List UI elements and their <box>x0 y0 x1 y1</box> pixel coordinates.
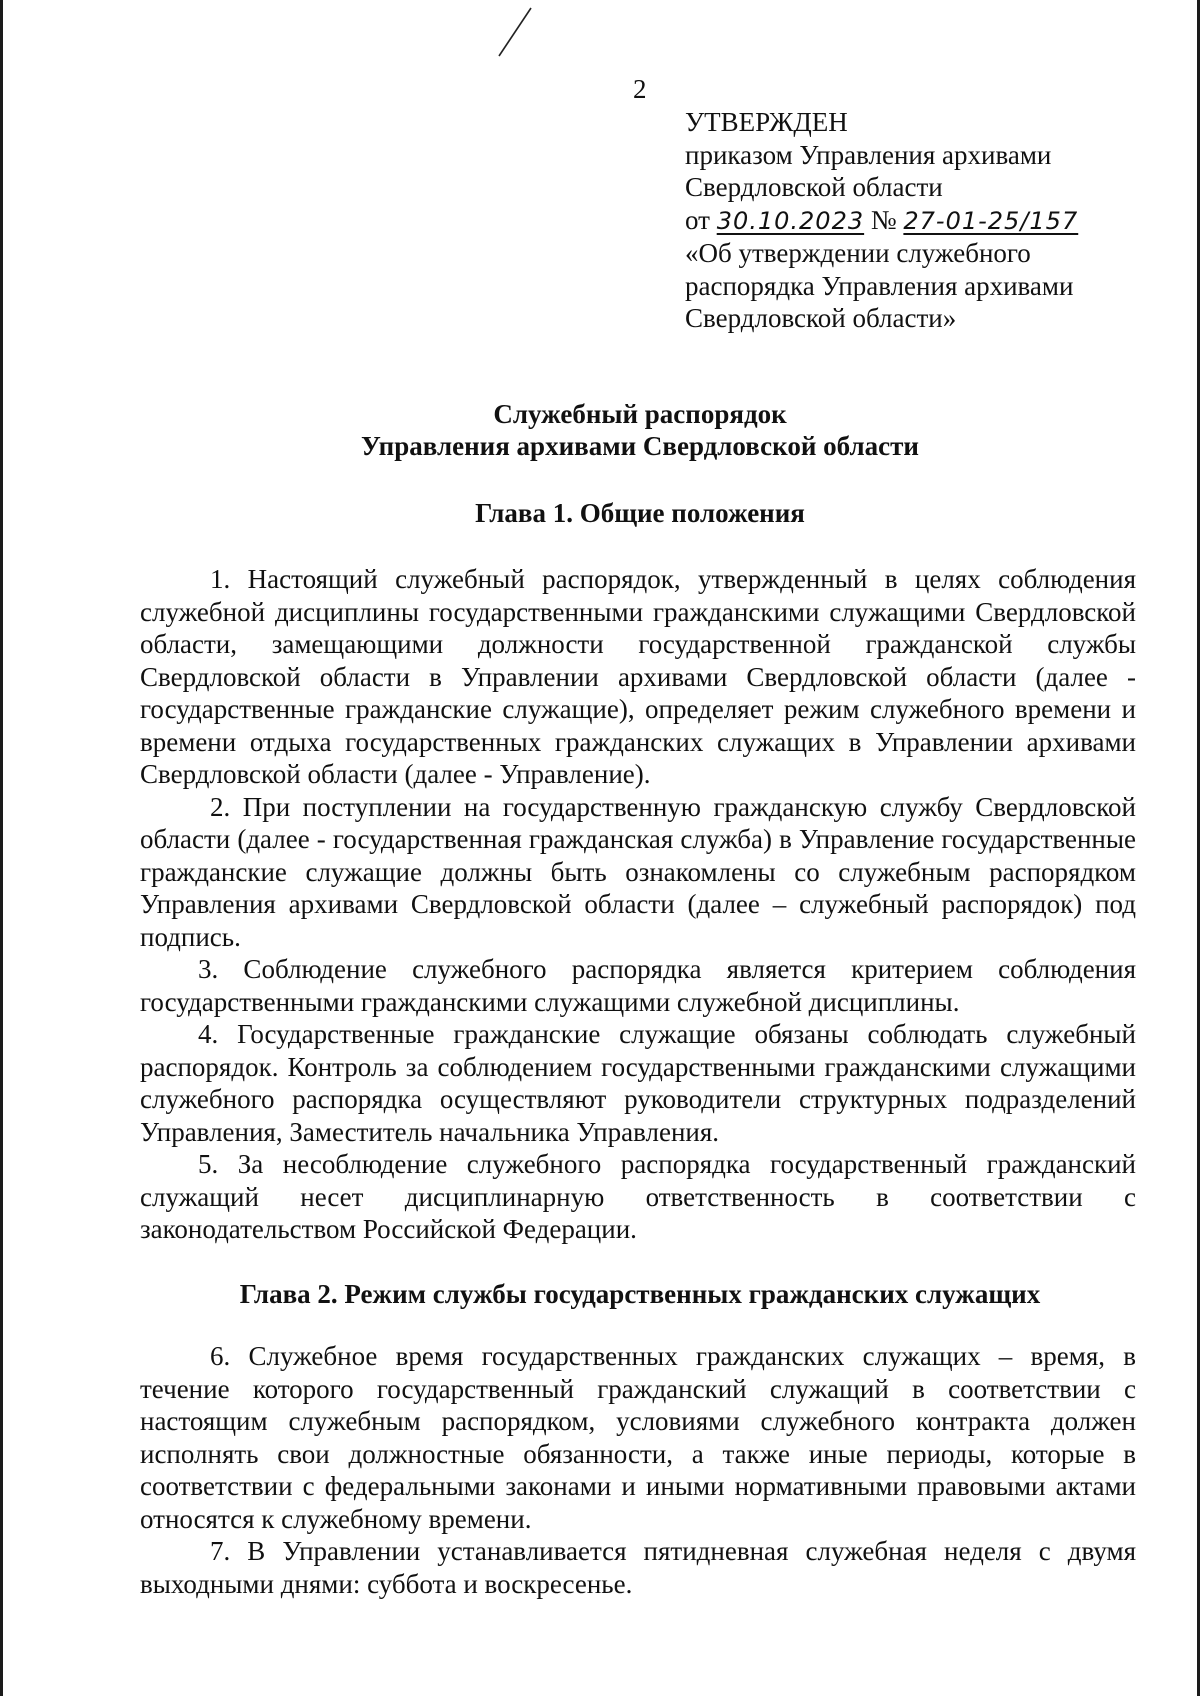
approval-stamp-block <box>685 106 1185 335</box>
handwritten-date: 30.10.2023 <box>716 206 865 235</box>
paragraph-7: 7. В Управлении устанавливается пятидневная служебная неделя с двумя выходными днями: суббота и воскресенье. <box>140 1536 1136 1599</box>
chapter-2-heading: Глава 2. Режим службы государственных гражданских служащих <box>239 1279 1041 1309</box>
page-number: 2 <box>633 74 647 104</box>
approval-date-line <box>685 204 1185 238</box>
paragraph-4: 4. Государственные гражданские служащие обязаны соблюдать служебный распорядок. Контроль за соблюдением государственными гражданскими служащими служебного распорядка осуществляют руководители структурных подразделений Управления, Заместитель начальника Управления. <box>140 1019 1136 1147</box>
document-title-line-2: Управления архивами Свердловской области <box>361 431 919 461</box>
paragraph-5: 5. За несоблюдение служебного распорядка государственный гражданский служащий несет дисциплинарную ответственность в соответствии с законодательством Российской Федерации. <box>140 1149 1136 1244</box>
document-title <box>120 398 1160 462</box>
paragraph-6: 6. Служебное время государственных гражданских служащих – время, в течение которого государственный гражданский служащий в соответствии с настоящим служебным распорядком, условиями служебного контракта должен исполнять свои должностные обязанности, а также иные периоды, которые в соответствии с федеральными законами и иными нормативными правовыми актами относятся к служебному времени. <box>140 1341 1136 1534</box>
approval-line-subject-3: Свердловской области» <box>685 303 957 333</box>
document-title-line-1: Служебный распорядок <box>493 399 787 429</box>
handwritten-order-number: 27-01-25/157 <box>903 206 1079 235</box>
approval-line-subject-1: «Об утверждении служебного <box>685 238 1031 268</box>
paragraph-2: 2. При поступлении на государственную гражданскую службу Свердловской области (далее - государственная гражданская служба) в Управление государственные гражданские служащие должны быть ознакомлены со служебным распорядком Управления архивами Свердловской области (далее – служебный распорядок) под подпись. <box>140 791 1136 952</box>
scan-border-left <box>0 0 3 1696</box>
date-prefix: от <box>685 204 710 235</box>
chapter-1-heading: Глава 1. Общие положения <box>475 498 805 528</box>
approval-heading: УТВЕРЖДЕН <box>685 107 848 137</box>
paragraph-3: 3. Соблюдение служебного распорядка является критерием соблюдения государственными гражданскими служащими служебной дисциплины. <box>140 954 1136 1017</box>
approval-line-region: Свердловской области <box>685 172 943 202</box>
approval-line-order: приказом Управления архивами <box>685 139 1052 170</box>
chapter-1-body <box>140 563 1136 1246</box>
chapter-2-body <box>140 1340 1136 1600</box>
approval-line-subject-2: распорядка Управления архивами <box>685 270 1074 301</box>
scan-mark-slash <box>495 6 535 58</box>
paragraph-1: 1. Настоящий служебный распорядок, утвержденный в целях соблюдения служебной дисциплины государственными гражданскими служащими Свердловской области, замещающими должности государственной гражданской службы Свердловской области в Управлении архивами Свердловской области (далее - государственные гражданские служащие), определяет режим служебного времени и времени отдыха государственных гражданских служащих в Управлении архивами Свердловской области (далее - Управление). <box>140 564 1136 789</box>
number-sign: № <box>870 204 897 235</box>
